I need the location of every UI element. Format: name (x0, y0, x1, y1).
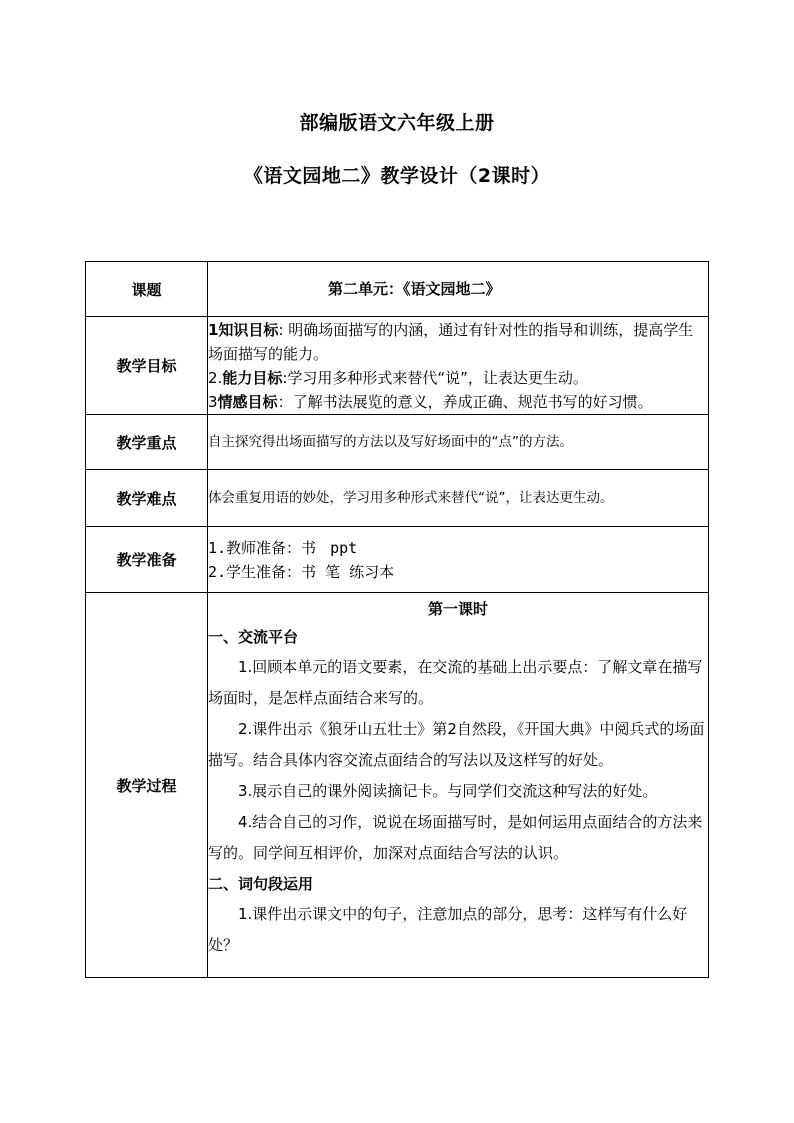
table-row-topic (86, 262, 709, 317)
document-title: 部编版语文六年级上册 (299, 112, 495, 134)
key-points-value: 自主探究得出场面描写的方法以及写好场面中的“点”的方法。 (208, 415, 709, 470)
process-content (208, 593, 709, 978)
paragraph: 4.结合自己的习作，说说在场面描写时，是如何运用点面结合的方法来写的。同学间互相评价，加深对点面结合写法的认识。 (208, 813, 703, 862)
preparation-content (208, 527, 709, 593)
difficulties-value: 体会重复用语的妙处，学习用多种形式来替代“说”，让表达更生动。 (208, 470, 709, 527)
topic-value: 第二单元：《语文园地二》 (208, 262, 709, 317)
teacher-preparation-ppt: ppt (330, 538, 358, 557)
goal-knowledge-title: 1知识目标 (208, 320, 279, 339)
topic-label: 课题 (86, 262, 208, 317)
section-heading-exchange: 一、交流平台 (208, 628, 299, 646)
goal-ability-title: 能力目标 (222, 368, 283, 387)
goals-label: 教学目标 (86, 317, 208, 415)
student-preparation: 2.学生准备：书 笔 练习本 (208, 562, 395, 581)
goal-knowledge (208, 318, 708, 366)
goal-ability (208, 366, 708, 390)
section-heading-usage: 二、词句段运用 (208, 875, 314, 893)
table-row-preparation (86, 527, 709, 593)
table-row-goals (86, 317, 709, 415)
goal-ability-prefix: 2. (208, 368, 223, 387)
goal-emotion (208, 390, 708, 414)
paragraph: 3.展示自己的课外阅读摘记卡。与同学们交流这种写法的好处。 (238, 782, 658, 800)
lesson-title: 第一课时 (427, 600, 488, 618)
difficulties-label: 教学难点 (86, 470, 208, 527)
lesson-plan-table (85, 261, 709, 978)
table-row-process (86, 593, 709, 978)
table-row-difficulties (86, 470, 709, 527)
paragraph: 1.回顾本单元的语文要素，在交流的基础上出示要点：了解文章在描写场面时，是怎样点面结合来写的。 (208, 658, 703, 707)
goal-emotion-prefix: 3 (208, 392, 218, 411)
goal-emotion-text: ：了解书法展览的意义，养成正确、规范书写的好习惯。 (277, 392, 653, 411)
document-subtitle: 《语文园地二》教学设计（2课时） (243, 165, 551, 187)
table-row-key-points (86, 415, 709, 470)
key-points-label: 教学重点 (86, 415, 208, 470)
goal-knowledge-text: : 明确场面描写的内涵，通过有针对性的指导和训练，提高学生场面描写的能力。 (208, 320, 694, 363)
teacher-preparation (208, 536, 708, 560)
preparation-label: 教学准备 (86, 527, 208, 593)
process-label: 教学过程 (86, 593, 208, 978)
goal-emotion-title: 情感目标 (217, 392, 278, 411)
goal-ability-text: :学习用多种形式来替代“说”，让表达更生动。 (282, 368, 588, 387)
paragraph: 2.课件出示《狼牙山五壮士》第2自然段，《开国大典》中阅兵式的场面描写。结合具体内容交流点面结合的写法以及这样写的好处。 (208, 720, 705, 769)
goals-content (208, 317, 709, 415)
teacher-preparation-text: 1.教师准备：书 (208, 538, 317, 557)
paragraph: 1.课件出示课文中的句子，注意加点的部分，思考：这样写有什么好处？ (208, 905, 688, 954)
